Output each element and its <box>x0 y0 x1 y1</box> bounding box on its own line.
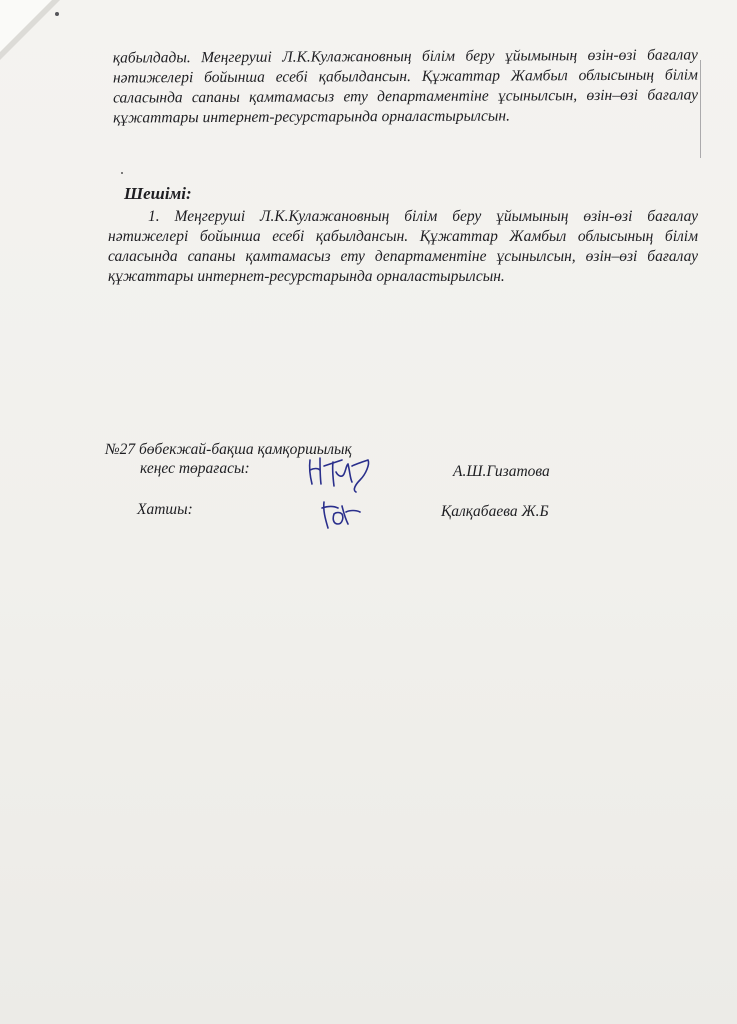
chair-name: А.Ш.Гизатова <box>453 463 550 480</box>
secretary-signature <box>316 494 366 534</box>
stray-dot <box>121 172 123 174</box>
staple-mark <box>55 12 59 16</box>
secretary-title: Хатшы: <box>137 501 193 518</box>
page-edge-line <box>700 60 701 158</box>
chair-signature <box>300 446 380 498</box>
folded-corner <box>0 0 52 52</box>
decision-heading: Шешімі: <box>124 184 192 203</box>
chair-title-line1: №27 бөбекжай-бақша қамқоршылық <box>105 441 352 458</box>
paragraph-text: қабылдады. Меңгеруші Л.К.Кулажановның білім беру ұйымының өзін-өзі бағалау нәтижелері бойынша есебі қабылдансын. Құжаттар Жамбыл облысының білім саласында сапаны қамтамасыз ету департаментіне ұсынылсын, өзін–өзі бағалау құжаттары интернет-ресурстарында орналастырылсын. <box>112 46 699 127</box>
chair-title-line2: кеңес төрағасы: <box>140 460 250 477</box>
decision-item: 1. Меңгеруші Л.К.Кулажановның білім беру ұйымының өзін-өзі бағалау нәтижелері бойынша есебі қабылдансын. Құжаттар Жамбыл облысының білім саласында сапаны қамтамасыз ету департаментіне ұсынылсын, өзін–өзі бағалау құжаттары интернет-ресурстарында орналастырылсын. <box>108 208 698 285</box>
secretary-name: Қалқабаева Ж.Б <box>441 503 549 520</box>
